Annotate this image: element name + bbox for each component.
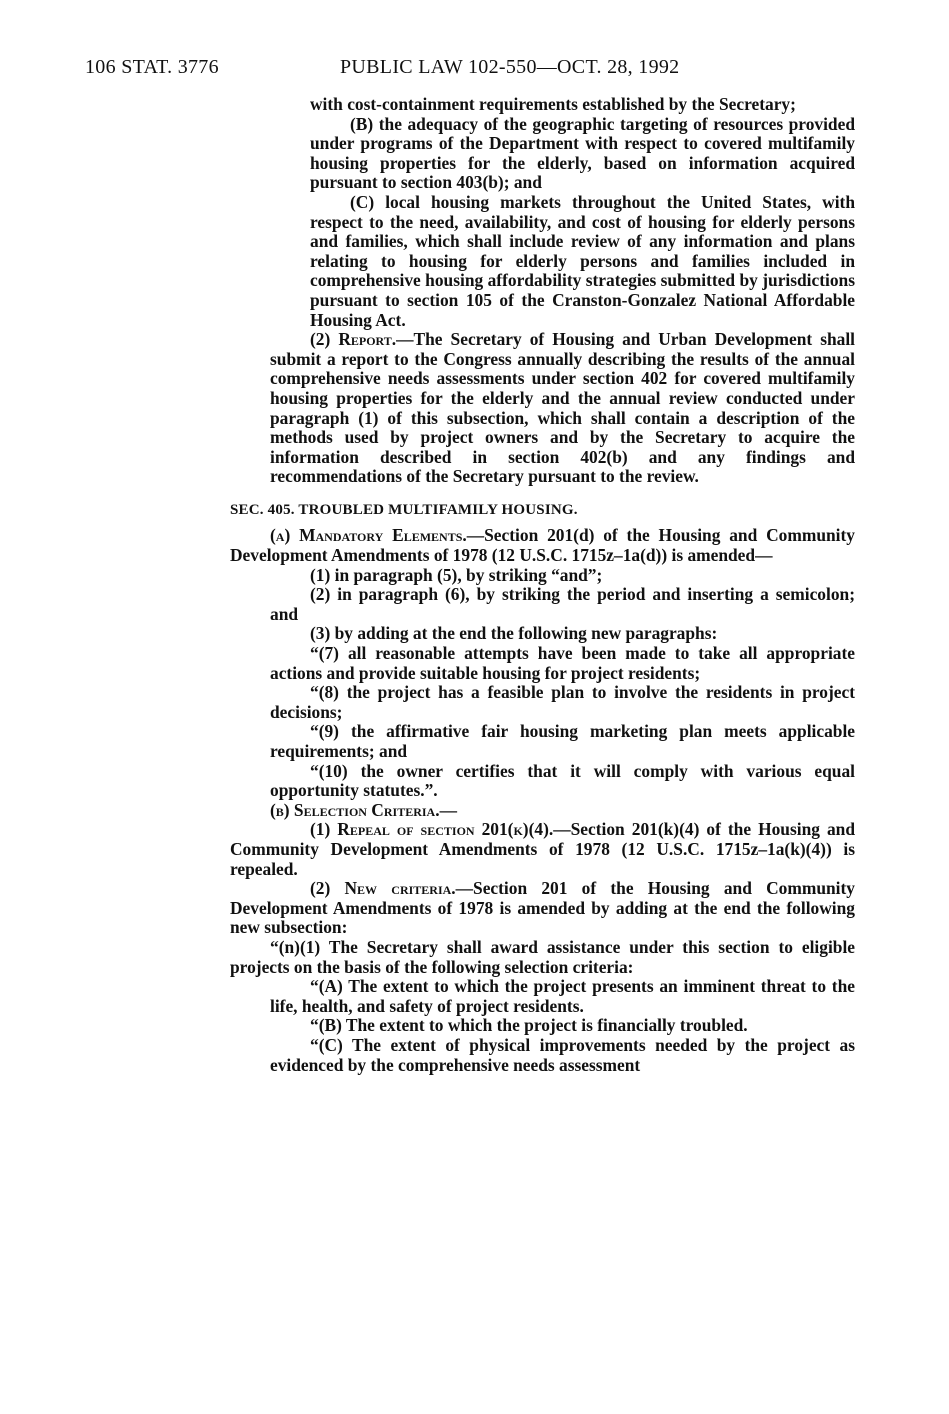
paragraph: (B) the adequacy of the geographic targeting of resources provided under programs of the Department with respect to covered multifamily housing properties for the elderly, based on information acquired pursuant to section 403(b); and	[310, 113, 855, 193]
paragraph	[230, 526, 855, 565]
paragraph-heading: (2) Report.	[310, 329, 397, 350]
page-header	[85, 56, 845, 82]
paragraph: with cost-containment requirements established by the Secretary;	[310, 94, 796, 114]
paragraph	[230, 820, 855, 879]
paragraph-text: —Section 201 of the Housing and Community Development Amendments of 1978 is amended by adding at the end the following new subsection:	[230, 878, 855, 938]
paragraph: (3) by adding at the end the following new paragraphs:	[310, 623, 718, 644]
paragraph	[230, 330, 855, 487]
paragraph: “(9) the affirmative fair housing marketing plan meets applicable requirements; and	[270, 721, 855, 761]
paragraph: “(C) The extent of physical improvements needed by the project as evidenced by the comprehensive needs assessment	[270, 1034, 855, 1075]
paragraph: (C) local housing markets throughout the United States, with respect to the need, availability, and cost of housing for elderly persons and families, which shall include review of any information and plans relating to housing for elderly persons and families included in comprehensive housing affordability strategies submitted by jurisdictions pursuant to section 105 of the Cranston-Gonzalez National Affordable Housing Act.	[310, 191, 855, 330]
paragraph	[230, 879, 855, 938]
paragraph-heading: (1) Repeal of section 201(k)(4).	[310, 819, 554, 840]
paragraph-text: —Section 201(k)(4) of the Housing and Community Development Amendments of 1978 (12 U.S.C. 1715z–1a(k)(4)) is repealed.	[230, 819, 855, 879]
paragraph: “(10) the owner certifies that it will comply with various equal opportunity statutes.”.	[270, 760, 855, 801]
statute-page-number: 106 STAT. 3776	[85, 56, 219, 78]
paragraph: “(n)(1) The Secretary shall award assistance under this section to eligible projects on the basis of the following selection criteria:	[230, 936, 855, 977]
paragraph: “(B) The extent to which the project is financially troubled.	[310, 1015, 748, 1036]
paragraph: “(8) the project has a feasible plan to involve the residents in project decisions;	[270, 682, 855, 722]
paragraph: “(A) The extent to which the project presents an imminent threat to the life, health, and safety of project residents.	[270, 976, 855, 1016]
paragraph	[230, 801, 855, 821]
paragraph-heading: (a) Mandatory Elements.	[270, 525, 467, 546]
paragraph: “(7) all reasonable attempts have been made to take all appropriate actions and provide suitable housing for project residents;	[270, 643, 855, 683]
paragraph: (1) in paragraph (5), by striking “and”;	[310, 564, 603, 585]
paragraph-text: —The Secretary of Housing and Urban Development shall submit a report to the Congress annually describing the results of the annual comprehensive needs assessments under section 402 for covered multifamily housing properties for the elderly and the annual review conducted under paragraph (1) of this subsection, which shall contain a description of the methods used by project owners and by the Secretary to acquire the information described in section 402(b) and any findings and recommendations of the Secretary pursuant to the review.	[270, 329, 855, 487]
paragraph: (2) in paragraph (6), by striking the period and inserting a semicolon; and	[270, 584, 855, 624]
section-heading: SEC. 405. TROUBLED MULTIFAMILY HOUSING.	[230, 501, 578, 518]
paragraph-text: —Section 201(d) of the Housing and Community Development Amendments of 1978 (12 U.S.C. 1715z–1a(d)) is amended—	[230, 525, 855, 566]
paragraph-text: —	[439, 799, 457, 820]
document-body	[230, 95, 855, 1075]
paragraph-heading: (b) Selection Criteria.	[270, 799, 440, 820]
public-law-title: PUBLIC LAW 102-550—OCT. 28, 1992	[340, 56, 680, 78]
paragraph-heading: (2) New criteria.	[310, 878, 456, 899]
